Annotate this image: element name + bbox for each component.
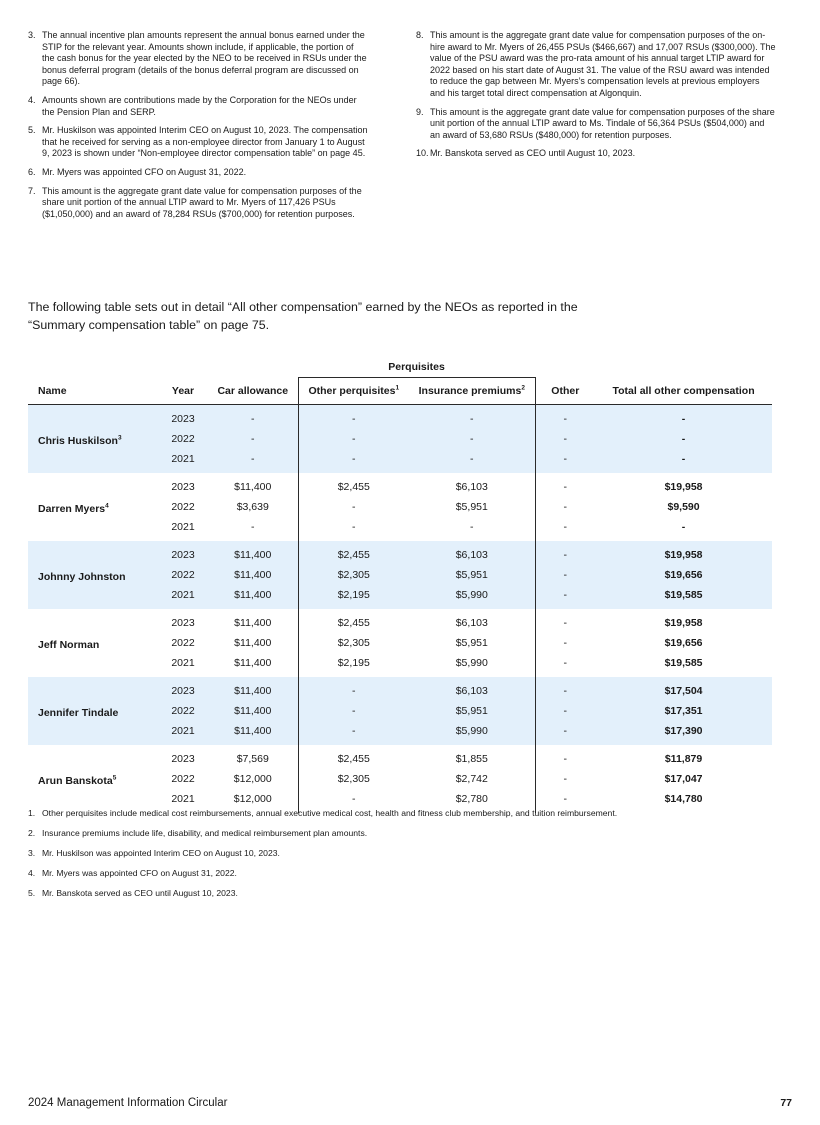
cell-other: -: [535, 701, 595, 721]
cell-other: -: [563, 793, 568, 805]
cell-year: 2022: [158, 701, 208, 721]
group-header-row: [28, 354, 772, 378]
cell-insurance: -: [409, 405, 535, 430]
cell-total: $19,585: [595, 585, 772, 609]
cell-insurance: $5,990: [409, 721, 535, 745]
header-other-perquisites: Other perquisites$^1$: [298, 378, 409, 405]
neo-group: [28, 677, 772, 745]
cell-other: -: [535, 541, 595, 565]
cell-insurance: $6,103: [409, 609, 535, 633]
cell-other: -: [535, 721, 595, 745]
cell-insurance: $5,951: [409, 497, 535, 517]
cell-car: $7,569: [236, 753, 269, 765]
cell-other-perq: $2,305: [298, 633, 409, 653]
cell-car: $11,400: [208, 585, 298, 609]
table-row: [28, 609, 772, 633]
table-row: [28, 405, 772, 430]
cell-other-perq: -: [298, 449, 409, 473]
cell-other-perq: -: [298, 497, 409, 517]
cell-insurance: $2,780: [409, 789, 535, 813]
neo-name: Darren Myers$^4$: [38, 502, 109, 515]
neo-group: [28, 541, 772, 609]
table-row: [28, 541, 772, 565]
note-text: Mr. Banskota served as CEO until August 10, 2023.: [42, 888, 238, 898]
cell-other: -: [563, 617, 568, 629]
neo-name: Arun Banskota$^5$: [38, 774, 117, 787]
cell-other: -: [535, 585, 595, 609]
note: [416, 107, 776, 142]
other-compensation-table-wrapper: [28, 354, 772, 813]
note-text: Mr. Myers was appointed CFO on August 31, 2022.: [42, 868, 237, 878]
cell-total: $9,590: [667, 501, 700, 513]
cell-total: $19,656: [595, 565, 772, 585]
cell-total: $19,585: [664, 657, 703, 669]
neo-group: [28, 473, 772, 541]
cell-insurance: $5,990: [409, 653, 535, 677]
note-text: The annual incentive plan amounts represent the annual bonus earned under the STIP for the relevant year. Amounts shown include, if applicable, the portion of the cash bonus for the year elected by the NEO to be received in RSUs under the bonus deferral program (details of the bonus deferral program are discussed on page 66).: [42, 30, 367, 87]
table-intro: The following table sets out in detail “All other compensation” earned by the NEOs as reported in the “Summary compensation table” on page 75.: [28, 300, 578, 332]
footnote: [28, 868, 788, 879]
cell-other: -: [535, 405, 595, 430]
cell-car: -: [208, 449, 298, 473]
cell-other-perq: $2,455: [298, 745, 409, 769]
cell-insurance: -: [409, 449, 535, 473]
header-name: Name: [28, 378, 158, 405]
table-footnotes: [28, 808, 788, 908]
cell-car: $12,000: [233, 773, 272, 785]
note: [28, 167, 368, 179]
cell-other-perq: -: [298, 517, 409, 541]
cell-car: $11,400: [234, 637, 272, 649]
note-number: 5.: [28, 125, 36, 136]
document-title: 2024 Management Information Circular: [28, 1097, 228, 1109]
cell-year: 2021: [158, 585, 208, 609]
cell-total: $19,958: [664, 481, 703, 493]
notes-left-column: [28, 30, 368, 227]
footnote: [28, 888, 788, 899]
note-text: This amount is the aggregate grant date value for compensation purposes of the share unit portion of the annual LTIP award to Mr. Myers of 117,426 PSUs ($1,050,000) and an award of 78,284 RSUs ($700,000) for retention purposes.: [42, 185, 362, 219]
cell-other: -: [535, 429, 595, 449]
note-text: This amount is the aggregate grant date value for compensation purposes of the share unit portion of the annual LTIP award to Ms. Tindale of 56,364 PSUs ($504,000) and an award of 53,680 RSUs ($480,000) for retention purposes.: [430, 106, 775, 140]
cell-year: 2021: [171, 793, 195, 805]
cell-year: 2022: [158, 565, 208, 585]
note-number: 4.: [28, 868, 36, 878]
note-text: Mr. Myers was appointed CFO on August 31, 2022.: [42, 166, 247, 177]
cell-other-perq: $2,455: [298, 473, 409, 497]
note-number: 3.: [28, 30, 36, 40]
cell-other: -: [563, 753, 568, 765]
cell-car: $11,400: [208, 677, 298, 701]
cell-year: 2021: [158, 449, 208, 473]
cell-total: $19,958: [595, 541, 772, 565]
cell-other: -: [535, 677, 595, 701]
cell-insurance: $5,951: [409, 565, 535, 585]
cell-other: -: [535, 449, 595, 473]
cell-car: $11,400: [234, 481, 272, 493]
note-text: Amounts shown are contributions made by the Corporation for the NEOs under the Pension Plan and SERP.: [42, 94, 357, 117]
cell-other-perq: -: [298, 405, 409, 430]
note-text: Mr. Banskota served as CEO until August 10, 2023.: [430, 148, 636, 159]
note: [416, 148, 776, 160]
cell-year: 2021: [158, 721, 208, 745]
cell-other-perq: $2,455: [298, 541, 409, 565]
perquisites-group-header: Perquisites: [298, 354, 535, 378]
footnote-ref: 5: [112, 774, 117, 782]
cell-year: 2023: [158, 677, 208, 701]
cell-total: $17,047: [664, 773, 703, 785]
header-insurance-premiums: Insurance premiums$^2$: [409, 378, 535, 405]
note-number: 7.: [28, 185, 36, 196]
footnote-ref: 3: [117, 434, 122, 442]
note-number: 3.: [28, 848, 36, 858]
footnote: [28, 848, 788, 859]
header-year: Year: [158, 378, 208, 405]
footnote-ref: 4: [105, 502, 109, 510]
cell-insurance: $5,951: [409, 701, 535, 721]
cell-year: 2021: [171, 521, 195, 533]
neo-group: [28, 745, 772, 813]
cell-year: 2021: [171, 657, 195, 669]
cell-other-perq: -: [298, 721, 409, 745]
cell-total: $17,390: [595, 721, 772, 745]
cell-year: 2023: [171, 753, 195, 765]
cell-total: -: [681, 521, 686, 533]
cell-year: 2023: [158, 541, 208, 565]
note-number: 2.: [28, 828, 36, 838]
note: [28, 186, 368, 221]
cell-insurance: $1,855: [409, 745, 535, 769]
cell-year: 2022: [171, 501, 195, 513]
header-total: Total all other compensation: [595, 378, 772, 405]
note-text: Other perquisites include medical cost reimbursements, annual executive medical cost, health and fitness club membership, and tuition reimbursement.: [42, 808, 618, 818]
cell-insurance: $2,742: [409, 769, 535, 789]
cell-car: $11,400: [208, 721, 298, 745]
cell-car: $12,000: [233, 793, 272, 805]
note-number: 8.: [416, 30, 424, 40]
cell-other: -: [563, 501, 568, 513]
cell-insurance: -: [409, 517, 535, 541]
page-number: 77: [780, 1097, 792, 1109]
note-number: 6.: [28, 166, 36, 177]
cell-insurance: $6,103: [409, 473, 535, 497]
cell-total: -: [595, 449, 772, 473]
cell-car: -: [208, 429, 298, 449]
top-notes: [28, 30, 798, 227]
note-number: 10.: [416, 148, 429, 159]
cell-car: $11,400: [234, 617, 272, 629]
neo-name: Johnny Johnston: [28, 541, 158, 609]
cell-insurance: $5,951: [409, 633, 535, 653]
cell-year: 2022: [171, 637, 195, 649]
table-row: [28, 473, 772, 497]
note-text: This amount is the aggregate grant date value for compensation purposes of the on-hire award to Mr. Myers of 26,455 PSUs ($466,667) and 17,007 RSUs ($300,000). The value of the PSU award was the pro-rata amount of his annual target LTIP award for 2022 based on his start date of August 31. The value of the RSU award was intended to reduce the gap between Mr. Myers’s compensation levels at previous employers and his target total direct compensation at Algonquin.: [430, 30, 776, 98]
cell-other: -: [563, 773, 568, 785]
footnote-ref: 2: [521, 384, 525, 392]
cell-total: -: [595, 429, 772, 449]
neo-group: [28, 609, 772, 677]
cell-year: 2023: [171, 617, 195, 629]
neo-name: Jennifer Tindale: [28, 677, 158, 745]
cell-other-perq: -: [298, 677, 409, 701]
footnote: [28, 808, 788, 819]
note-text: Mr. Huskilson was appointed Interim CEO on August 10, 2023.: [42, 848, 280, 858]
cell-other: -: [535, 565, 595, 585]
cell-other-perq: $2,455: [298, 609, 409, 633]
table-row: [28, 745, 772, 769]
cell-other: -: [563, 481, 568, 493]
cell-other-perq: -: [298, 701, 409, 721]
cell-total: $19,656: [664, 637, 703, 649]
column-header-row: [28, 378, 772, 405]
cell-total: $11,879: [664, 753, 703, 765]
cell-other-perq: $2,305: [298, 565, 409, 585]
cell-insurance: -: [409, 429, 535, 449]
note: [28, 95, 368, 118]
other-compensation-table: [28, 354, 772, 813]
cell-insurance: $6,103: [409, 541, 535, 565]
cell-car: $3,639: [236, 501, 269, 513]
cell-year: 2023: [158, 405, 208, 430]
cell-other: -: [563, 657, 568, 669]
cell-car: $11,400: [234, 657, 272, 669]
note: [28, 30, 368, 88]
cell-other-perq: -: [298, 429, 409, 449]
note-text: Mr. Huskilson was appointed Interim CEO on August 10, 2023. The compensation that he received for serving as a non-employee director from January 1 to August 9, 2023 is shown under “Non-employee director compensation table” on page 45.: [42, 125, 368, 159]
notes-right-column: [416, 30, 776, 227]
note-number: 9.: [416, 106, 424, 117]
cell-other-perq: $2,305: [298, 769, 409, 789]
cell-total: -: [595, 405, 772, 430]
cell-insurance: $6,103: [409, 677, 535, 701]
cell-total: $17,504: [595, 677, 772, 701]
note-text: Insurance premiums include life, disability, and medical reimbursement plan amounts.: [42, 828, 368, 838]
cell-other-perq: -: [298, 789, 409, 813]
cell-other: -: [563, 637, 568, 649]
cell-year: 2023: [171, 481, 195, 493]
neo-group: [28, 405, 772, 474]
cell-total: $17,351: [595, 701, 772, 721]
header-other: Other: [535, 378, 595, 405]
note-number: 4.: [28, 94, 36, 105]
cell-year: 2022: [158, 429, 208, 449]
cell-car: -: [208, 405, 298, 430]
cell-car: -: [251, 521, 255, 533]
note-number: 1.: [28, 808, 36, 818]
cell-total: $14,780: [664, 793, 703, 805]
cell-other: -: [563, 521, 568, 533]
note: [416, 30, 776, 100]
cell-year: 2022: [171, 773, 195, 785]
neo-name: Jeff Norman: [38, 639, 100, 651]
table-row: [28, 677, 772, 701]
cell-other-perq: $2,195: [298, 585, 409, 609]
neo-name: Chris Huskilson$^3$: [28, 405, 158, 474]
cell-other-perq: $2,195: [298, 653, 409, 677]
cell-car: $11,400: [208, 565, 298, 585]
note-number: 5.: [28, 888, 36, 898]
cell-total: $19,958: [664, 617, 703, 629]
cell-insurance: $5,990: [409, 585, 535, 609]
cell-car: $11,400: [208, 701, 298, 721]
note: [28, 125, 368, 160]
footnote-ref: 1: [395, 384, 400, 392]
header-car-allowance: Car allowance: [208, 378, 298, 405]
footnote: [28, 828, 788, 839]
page-footer: [28, 1097, 792, 1109]
cell-car: $11,400: [208, 541, 298, 565]
